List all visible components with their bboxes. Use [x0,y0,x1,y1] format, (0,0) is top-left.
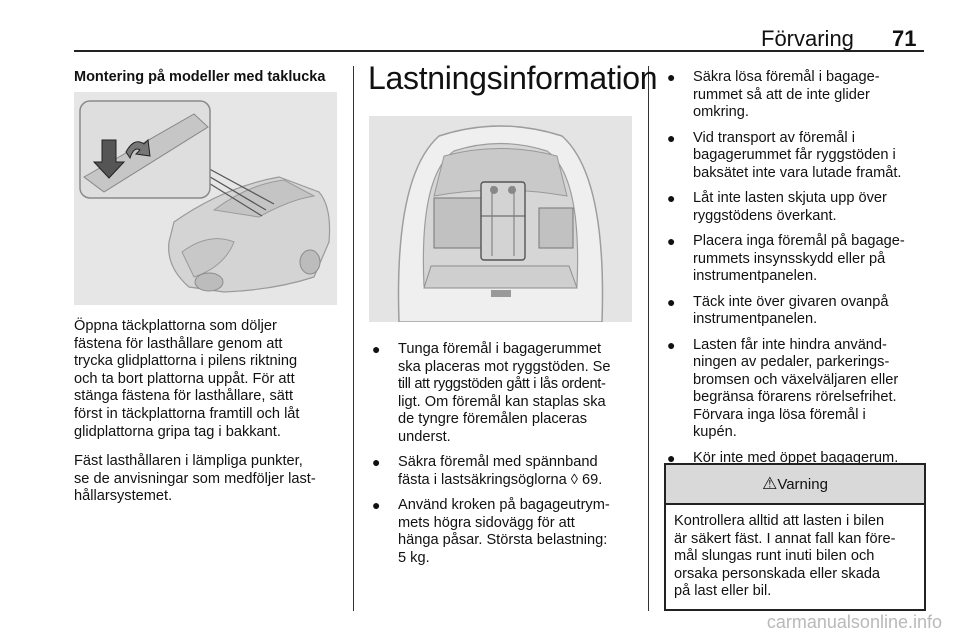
text-line: är säkert fäst. I annat fall kan före- [674,530,896,547]
text-line: rummets insynsskydd eller på [693,250,886,267]
text-line: ska placeras mot ryggstöden. Se [398,358,611,375]
list-item [664,130,934,183]
text-line: Använd kroken på bagageutrym- [398,497,610,513]
bullet-dot: ● [372,497,381,513]
column-divider-2 [648,66,649,611]
text-line: begränsa förarens rörelsefrihet. [693,389,897,405]
text-line: Säkra föremål med spännband [398,454,598,470]
text-line: underst. [398,428,451,445]
text-line: hållarsystemet. [74,488,173,505]
list-item [664,337,934,442]
page-number: 71 [892,26,917,51]
loading-bullet-list [369,341,647,575]
text-line: bagagerummet får ryggstöden i [693,147,896,163]
text-line: baksätet inte vara lutade framåt. [693,164,902,181]
text-line: Låt inte lasten skjuta upp över [693,190,887,206]
text-line: Fäst lasthållaren i lämpliga punkter, [74,453,303,469]
bullet-dot: ● [667,69,676,85]
roof-mount-drawing [74,92,337,305]
trunk-illustration [369,116,632,322]
header-rule [74,50,924,52]
text-line: se de anvisningar som medföljer last- [74,470,316,487]
list-item [369,497,647,567]
text-line: Öppna täckplattorna som döljer [74,318,277,334]
text-line: mets högra sidovägg för att [398,514,575,531]
text-line: ningen av pedaler, parkerings- [693,354,890,370]
bullet-dot: ● [667,129,676,146]
warning-body [666,505,924,601]
text-line: de tyngre föremålen placeras [398,411,588,427]
section-heading-loading: Lastningsinformation [368,60,658,96]
warning-triangle-icon: ⚠ [762,474,778,493]
instruction-paragraph-2 [74,453,346,506]
text-line: först in täckplattorna framtill och låt [74,405,300,422]
list-item [369,454,647,489]
instruction-paragraph-1 [74,318,346,441]
text-line: Säkra lösa föremål i bagage- [693,69,880,85]
text-line: hänga påsar. Största belastning: [398,532,608,548]
running-header-title: Förvaring [761,26,854,51]
text-line: Lasten får inte hindra använd- [693,336,887,353]
list-item [664,294,934,329]
text-line: bromsen och växelväljaren eller [693,371,899,388]
list-item [664,233,934,286]
bullet-dot: ● [667,190,676,206]
trunk-drawing [369,116,632,322]
bullet-dot: ● [372,341,381,357]
text-line: Tunga föremål i bagagerummet [398,341,602,357]
section-heading-sunroof: Montering på modeller med taklucka [74,69,326,85]
text-line: på last eller bil. [674,583,772,600]
text-line: instrumentpanelen. [693,268,818,284]
text-line: Vid transport av föremål i [693,129,855,146]
text-line: rummet så att de inte glider [693,86,870,103]
text-line: glidplattorna gripa tag i bakkant. [74,423,281,440]
warning-box [664,463,926,611]
bullet-dot: ● [667,336,676,353]
text-line: ligt. Om föremål kan staplas ska [398,393,606,410]
text-line: fästa i lastsäkringsöglorna ◊ 69. [398,471,603,488]
text-line: stänga fästena för lasthållare, sätt [74,388,294,405]
text-line: och ta bort plattorna uppåt. För att [74,370,295,387]
roof-mount-illustration [74,92,337,305]
text-line: Kör inte med öppet bagagerum. [693,449,899,466]
text-line: instrumentpanelen. [693,311,818,327]
text-line: Placera inga föremål på bagage- [693,233,905,249]
bullet-dot: ● [667,449,676,466]
text-line: 5 kg. [398,549,430,566]
text-line: Förvara inga lösa föremål i [693,406,866,423]
text-line: trycka glidplattorna i pilens riktning [74,353,298,370]
watermark: carmanualsonline.info [766,612,942,632]
warning-header [666,465,924,505]
text-line: orsaka personskada eller skada [674,565,881,582]
bullet-dot: ● [667,233,676,249]
text-line: mål slungas runt inuti bilen och [674,548,875,565]
text-line: kupén. [693,424,737,440]
list-item [369,341,647,446]
list-item [664,190,934,225]
text-line: till att ryggstöden gått i lås ordent- [398,376,606,392]
text-line: fästena för lasthållare genom att [74,335,283,352]
text-line: Kontrollera alltid att lasten i bilen [674,513,885,529]
list-item [664,69,934,122]
bullet-dot: ● [667,293,676,310]
text-line: omkring. [693,104,749,120]
column-divider-1 [353,66,354,611]
cargo-safety-bullet-list [664,69,934,475]
text-line: Täck inte över givaren ovanpå [693,293,889,310]
text-line: ryggstödens överkant. [693,207,837,224]
warning-title: Varning [777,476,828,493]
bullet-dot: ● [372,454,381,470]
